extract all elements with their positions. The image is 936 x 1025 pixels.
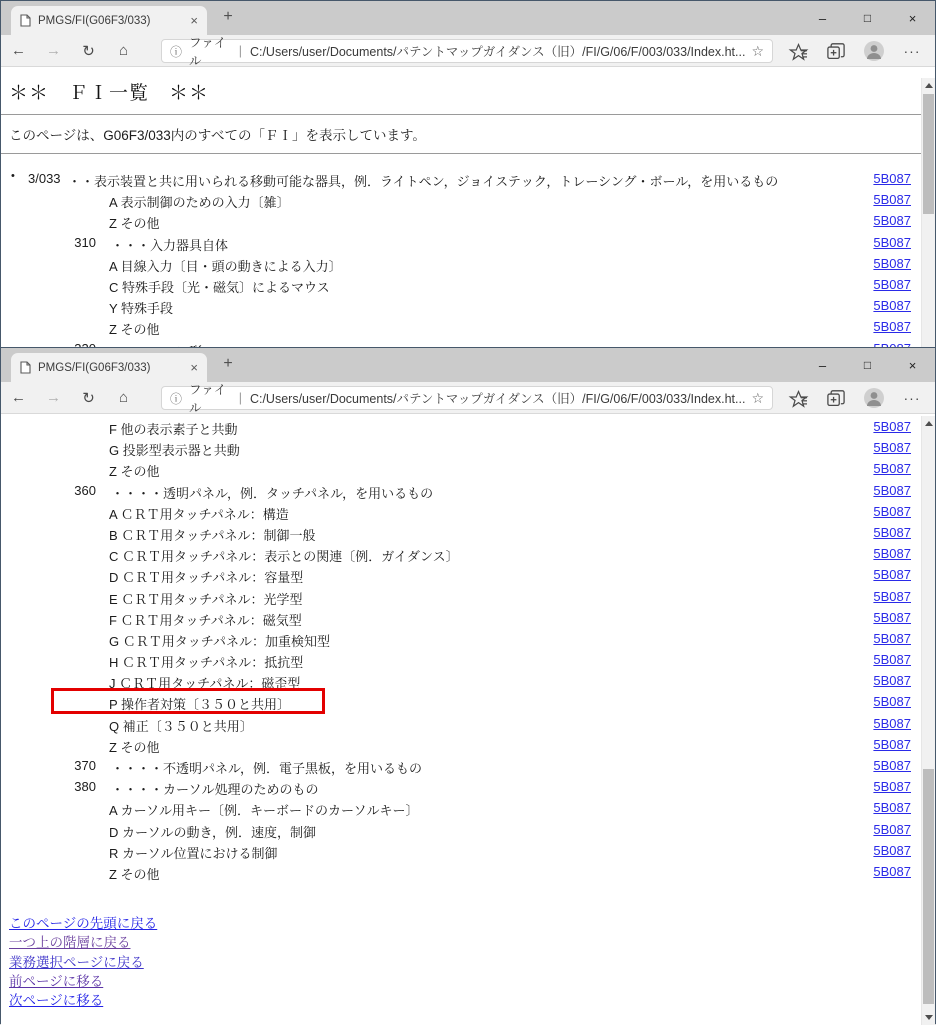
browser-tab[interactable] xyxy=(11,353,207,382)
fi-theme-link[interactable]: 5B087 xyxy=(873,800,911,816)
fi-theme-link[interactable]: 5B087 xyxy=(873,673,911,689)
fi-description: ・・・入力器具自体 xyxy=(111,237,229,253)
fi-theme-link[interactable]: 5B087 xyxy=(873,736,911,752)
fi-theme-link[interactable]: 5B087 xyxy=(873,503,911,519)
close-button[interactable]: × xyxy=(908,10,917,26)
fi-row xyxy=(1,840,935,861)
new-tab-button[interactable]: + xyxy=(223,8,233,25)
refresh-icon[interactable]: ↻ xyxy=(82,389,95,407)
fi-row xyxy=(1,501,935,522)
scroll-up-icon[interactable] xyxy=(925,421,933,426)
fi-description: F 他の表示素子と共動 xyxy=(109,422,238,437)
fi-code: 380 xyxy=(74,779,96,795)
fi-description: C ＣＲＴ用タッチパネル：表示との関連〔例．ガイダンス〕 xyxy=(109,549,459,565)
fi-theme-link[interactable]: 5B087 xyxy=(873,192,911,208)
fi-row xyxy=(1,797,935,818)
page-title: ＊＊ ＦＩ一覧 ＊＊ xyxy=(9,83,210,104)
fi-theme-link[interactable]: 5B087 xyxy=(873,171,911,186)
fi-description: Z その他 xyxy=(109,216,160,232)
back-icon[interactable]: ← xyxy=(11,389,26,406)
fi-description: A ＣＲＴ用タッチパネル：構造 xyxy=(109,506,289,522)
fi-theme-link[interactable]: 5B087 xyxy=(873,863,911,879)
fi-row xyxy=(1,649,935,670)
fi-theme-link[interactable]: 5B087 xyxy=(873,694,911,710)
fi-description: G 投影型表示器と共動 xyxy=(109,443,240,459)
fi-theme-link[interactable]: 5B087 xyxy=(873,482,911,498)
address-bar[interactable] xyxy=(161,36,773,68)
fi-list-bottom xyxy=(1,416,935,882)
tab-close-icon[interactable]: × xyxy=(190,13,198,28)
fi-row xyxy=(1,670,935,691)
footer-nav-link[interactable]: 次ページに移る xyxy=(9,993,104,1009)
window-controls xyxy=(800,1,935,35)
fi-description: B ＣＲＴ用タッチパネル：制御一般 xyxy=(109,527,316,543)
fi-theme-link[interactable]: 5B087 xyxy=(873,440,911,456)
fi-row xyxy=(1,734,935,755)
close-button[interactable]: × xyxy=(908,357,917,373)
url-path: C:/Users/user/Documents/パテントマップガイダンス（旧）/FI/G/06/F/003/033/Index.ht... xyxy=(249,45,746,59)
fi-row xyxy=(1,522,935,543)
refresh-icon[interactable]: ↻ xyxy=(82,42,95,60)
favorites-bar-icon[interactable] xyxy=(779,390,817,407)
title-bar xyxy=(1,348,935,382)
scroll-down-icon[interactable] xyxy=(925,1015,933,1020)
fi-code: 370 xyxy=(74,758,96,773)
page-content-bottom xyxy=(1,416,935,1025)
fi-row xyxy=(1,586,935,607)
fi-theme-link[interactable]: 5B087 xyxy=(873,255,911,271)
fi-description: E ＣＲＴ用タッチパネル：光学型 xyxy=(109,591,303,607)
fi-row xyxy=(1,458,935,479)
fi-description: D ＣＲＴ用タッチパネル：容量型 xyxy=(109,570,304,586)
fi-description: H ＣＲＴ用タッチパネル：抵抗型 xyxy=(109,655,304,671)
fi-row xyxy=(1,861,935,882)
page-content-top xyxy=(1,78,935,357)
footer-nav-link[interactable]: 一つ上の階層に戻る xyxy=(9,935,131,951)
fi-description: Z その他 xyxy=(109,322,160,338)
fi-theme-link[interactable]: 5B087 xyxy=(873,715,911,731)
fi-row xyxy=(1,253,935,274)
fi-description: A カーソル用キー〔例．キーボードのカーソルキー〕 xyxy=(109,803,419,819)
fi-theme-link[interactable]: 5B087 xyxy=(873,630,911,646)
fi-theme-link[interactable]: 5B087 xyxy=(873,276,911,292)
fi-description: C 特殊手段〔光・磁気〕によるマウス xyxy=(109,279,330,295)
fi-theme-link[interactable]: 5B087 xyxy=(873,419,911,434)
fi-theme-link[interactable]: 5B087 xyxy=(873,461,911,477)
browser-toolbar xyxy=(779,382,931,414)
scrollbar[interactable] xyxy=(921,416,935,1025)
fi-row xyxy=(1,189,935,210)
forward-icon: → xyxy=(46,389,61,406)
fi-row xyxy=(1,543,935,564)
fi-description: Z その他 xyxy=(109,866,160,882)
fi-description: Z その他 xyxy=(109,464,160,480)
collections-icon[interactable] xyxy=(817,390,855,407)
fi-description: P 操作者対策〔３５０と共用〕 xyxy=(109,697,291,713)
fi-row xyxy=(1,274,935,295)
collections-icon[interactable] xyxy=(817,43,855,60)
fi-theme-link[interactable]: 5B087 xyxy=(873,609,911,625)
fi-theme-link[interactable]: 5B087 xyxy=(873,546,911,562)
fi-theme-link[interactable]: 5B087 xyxy=(873,319,911,335)
url-scheme: ファイル xyxy=(189,383,227,415)
address-bar[interactable] xyxy=(161,383,773,415)
fi-description: Z その他 xyxy=(109,739,160,755)
fi-theme-link[interactable]: 5B087 xyxy=(873,234,911,250)
fi-theme-link[interactable]: 5B087 xyxy=(873,524,911,540)
url-scheme: ファイル xyxy=(189,36,227,68)
fi-code: 310 xyxy=(74,234,96,250)
fi-row xyxy=(1,316,935,337)
window-controls xyxy=(800,348,935,382)
fi-description: R カーソル位置における制御 xyxy=(109,845,278,861)
tab-title: PMGS/FI(G06F3/033) xyxy=(38,14,151,27)
url-path: C:/Users/user/Documents/パテントマップガイダンス（旧）/FI/G/06/F/003/033/Index.ht... xyxy=(249,392,746,406)
scroll-up-icon[interactable] xyxy=(925,83,933,88)
fi-row xyxy=(1,168,935,189)
tab-title: PMGS/FI(G06F3/033) xyxy=(38,361,151,374)
minimize-button[interactable]: – xyxy=(818,357,827,373)
fi-row xyxy=(1,295,935,316)
settings-menu-icon[interactable]: ··· xyxy=(903,390,921,406)
info-icon[interactable]: ⓘ xyxy=(170,391,183,406)
fi-theme-link[interactable]: 5B087 xyxy=(873,213,911,229)
fi-theme-link[interactable]: 5B087 xyxy=(873,652,911,668)
navigation-bar xyxy=(1,382,935,414)
footer-nav-link[interactable]: 前ページに移る xyxy=(9,974,104,990)
fi-code: 3/033 xyxy=(28,171,61,186)
favorites-bar-icon[interactable] xyxy=(779,43,817,60)
fi-row xyxy=(1,607,935,628)
bookmark-star-icon[interactable]: ☆ xyxy=(751,42,764,59)
footer-nav-link[interactable]: 業務選択ページに戻る xyxy=(9,954,144,970)
divider xyxy=(1,153,935,154)
new-tab-button[interactable]: + xyxy=(223,355,233,372)
fi-description: Q 補正〔３５０と共用〕 xyxy=(109,718,253,734)
minimize-button[interactable]: – xyxy=(818,10,827,26)
footer-nav-link[interactable]: このページの先頭に戻る xyxy=(9,916,158,932)
fi-theme-link[interactable]: 5B087 xyxy=(873,779,911,795)
bookmark-star-icon[interactable]: ☆ xyxy=(751,389,764,406)
profile-avatar[interactable] xyxy=(855,41,893,61)
browser-tab[interactable] xyxy=(11,6,207,35)
forward-icon: → xyxy=(46,42,61,59)
divider xyxy=(1,114,935,115)
fi-row xyxy=(1,691,935,712)
profile-avatar[interactable] xyxy=(855,388,893,408)
fi-theme-link[interactable]: 5B087 xyxy=(873,298,911,314)
maximize-button[interactable]: □ xyxy=(863,358,872,372)
info-icon[interactable]: ⓘ xyxy=(170,44,183,59)
tab-close-icon[interactable]: × xyxy=(190,360,198,375)
url-separator: | xyxy=(238,391,242,405)
fi-row xyxy=(1,628,935,649)
title-bar xyxy=(1,1,935,35)
fi-description: J ＣＲＴ用タッチパネル：磁歪型 xyxy=(109,676,301,692)
url-separator: | xyxy=(238,44,242,58)
fi-theme-link[interactable]: 5B087 xyxy=(873,842,911,858)
bullet-icon: • xyxy=(11,170,15,182)
fi-description: D カーソルの動き，例．速度，制御 xyxy=(109,824,316,840)
fi-row xyxy=(1,776,935,797)
fi-theme-link[interactable]: 5B087 xyxy=(873,567,911,583)
fi-description: ・・・・カーソル処理のためのもの xyxy=(111,782,319,798)
fi-row xyxy=(1,416,935,437)
fi-row xyxy=(1,232,935,253)
fi-list-top xyxy=(1,168,935,359)
navigation-bar xyxy=(1,35,935,67)
browser-window-top xyxy=(0,0,936,347)
fi-row xyxy=(1,480,935,501)
settings-menu-icon[interactable]: ··· xyxy=(903,43,921,59)
fi-row xyxy=(1,755,935,776)
page-description: このページは、G06F3/033内のすべての「ＦＩ」を表示しています。 xyxy=(9,128,426,143)
maximize-button[interactable]: □ xyxy=(863,11,872,25)
page-icon xyxy=(20,14,31,27)
scrollbar-thumb[interactable] xyxy=(923,769,934,1003)
fi-row xyxy=(1,210,935,231)
fi-row xyxy=(1,713,935,734)
browser-window-bottom xyxy=(0,347,936,1024)
fi-description: ・・・・不透明パネル，例．電子黒板，を用いるもの xyxy=(111,761,422,776)
fi-theme-link[interactable]: 5B087 xyxy=(873,588,911,604)
fi-theme-link[interactable]: 5B087 xyxy=(873,758,911,773)
fi-description: F ＣＲＴ用タッチパネル：磁気型 xyxy=(109,612,302,628)
scrollbar[interactable] xyxy=(921,78,935,357)
footer-navigation xyxy=(9,914,935,1010)
fi-description: Y 特殊手段 xyxy=(109,301,174,317)
fi-description: A 目線入力〔目・頭の動きによる入力〕 xyxy=(109,258,342,274)
fi-row xyxy=(1,819,935,840)
browser-toolbar xyxy=(779,35,931,67)
fi-description: ・・・・透明パネル，例．タッチパネル，を用いるもの xyxy=(111,485,434,501)
fi-row xyxy=(1,437,935,458)
scrollbar-thumb[interactable] xyxy=(923,94,934,214)
back-icon[interactable]: ← xyxy=(11,42,26,59)
fi-description: A 表示制御のための入力〔雑〕 xyxy=(109,195,290,211)
fi-description: ・・表示装置と共に用いられる移動可能な器具，例．ライトペン，ジョイステック，トレーシング・ボール，を用いるもの xyxy=(68,174,779,189)
home-icon[interactable]: ⌂ xyxy=(118,42,129,59)
fi-theme-link[interactable]: 5B087 xyxy=(873,821,911,837)
fi-description: G ＣＲＴ用タッチパネル：加重検知型 xyxy=(109,633,330,649)
fi-row xyxy=(1,564,935,585)
page-icon xyxy=(20,361,31,374)
home-icon[interactable]: ⌂ xyxy=(118,389,129,406)
fi-code: 360 xyxy=(74,482,96,498)
